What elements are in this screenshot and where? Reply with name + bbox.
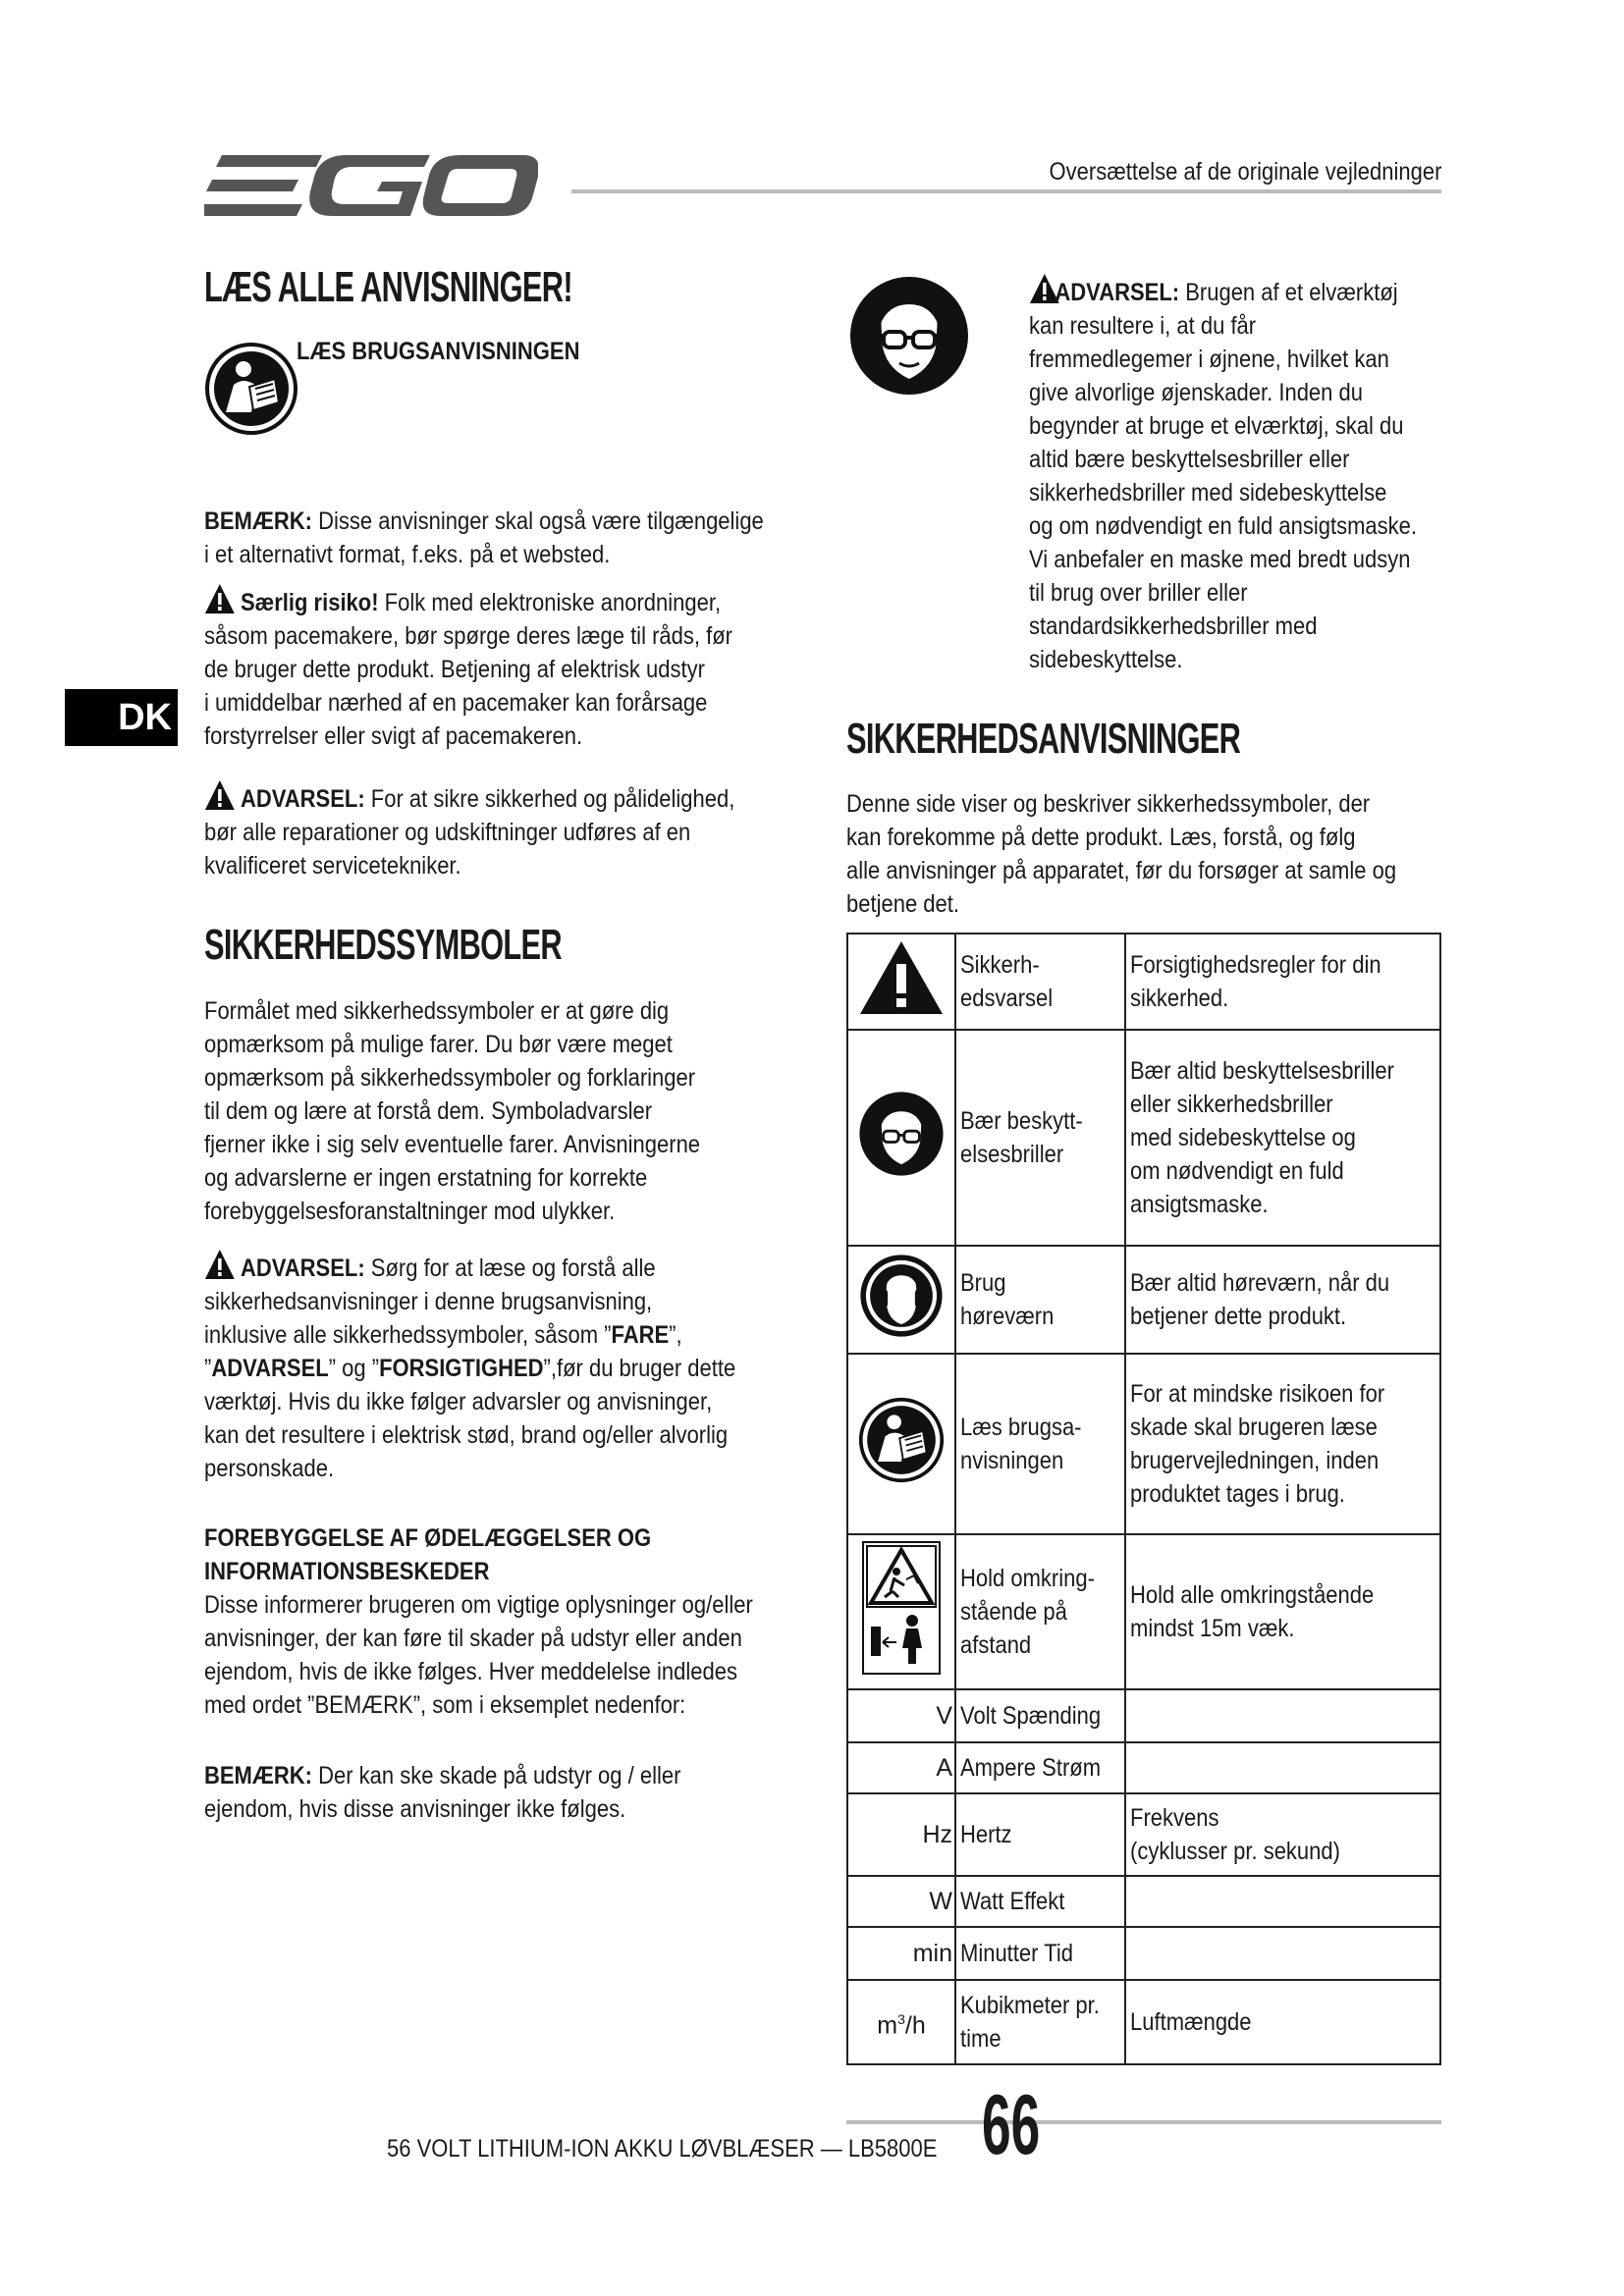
unit-row [847, 1689, 1440, 1742]
unit-row [847, 1980, 1440, 2064]
table-icon-cell [847, 1030, 955, 1246]
unit-row [847, 1876, 1440, 1927]
table-row [847, 1030, 1440, 1246]
table-name-cell: Bær beskytt- elsesbriller [955, 1030, 1125, 1246]
unit-row [847, 1927, 1440, 1980]
footer-rule [846, 2120, 1441, 2124]
page-title: LÆS ALLE ANVISNINGER! [204, 263, 572, 311]
unit-symbol-cell: W [847, 1876, 955, 1927]
unit-name-cell: Volt Spænding [955, 1689, 1125, 1742]
table-row [847, 1246, 1440, 1354]
unit-extra-cell: Frekvens (cyklusser pr. sekund) [1125, 1793, 1440, 1876]
unit-row [847, 1742, 1440, 1793]
unit-extra-cell [1125, 1689, 1440, 1742]
unit-extra-cell: Luftmængde [1125, 1980, 1440, 2064]
unit-symbol-cell: min [847, 1927, 955, 1980]
warning2-block: ADVARSEL: Sørg for at læse og forstå alle sikkerhedsanvisninger i denne brugsanvisning, inklusive alle sikkerhedssymboler, såsom ”FARE”, ”ADVARSEL” og ”FORSIGTIGHED”,før du bruger dette værktøj. Hvis du ikke følger advarsler og anvisninger, kan det resultere i elektrisk stød, brand og/eller alvorlig personskade. [204, 1249, 813, 1485]
read-manual-label: LÆS BRUGSANVISNINGEN [297, 338, 580, 366]
header-rule [571, 189, 1441, 193]
note1-block: BEMÆRK: Disse anvisninger skal også være tilgængelige i et alternativt format, f.eks. på et websted. [204, 507, 764, 568]
ear-protection-icon [859, 1254, 944, 1338]
table-icon-cell [847, 1246, 955, 1354]
unit-symbol-cell: V [847, 1689, 955, 1742]
safety-glasses-icon [858, 1091, 945, 1177]
table-desc-cell: Hold alle omkringstående mindst 15m væk. [1125, 1534, 1440, 1689]
language-tab: DK [65, 689, 178, 746]
warning-triangle-icon [858, 938, 945, 1017]
page-number: 66 [982, 2078, 1041, 2172]
table-desc-cell: For at mindske risikoen for skade skal brugeren læse brugervejledningen, inden produktet tages i brug. [1125, 1354, 1440, 1534]
symbols-heading: SIKKERHEDSSYMBOLER [204, 921, 562, 969]
table-name-cell: Læs brugsa- nvisningen [955, 1354, 1125, 1534]
unit-symbol-cell: $m^3/h$ [847, 1980, 955, 2064]
unit-name-cell: Ampere Strøm [955, 1742, 1125, 1793]
table-name-cell: Hold omkring- stående på afstand [955, 1534, 1125, 1689]
keep-bystanders-away-icon [861, 1540, 942, 1676]
symbols-intro: Formålet med sikkerhedssymboler er at gøre dig opmærksom på mulige farer. Du bør være meget opmærksom på sikkerhedssymboler og forklaringer til dem og lære at forstå dem. Symboladvarsler fjerner ikke i sig selv eventuelle farer. Anvisningerne og advarslerne er ingen erstatning for korrekte forebyggelsesforanstaltninger mod ulykker. [204, 997, 701, 1225]
unit-name-cell: Kubikmeter pr. time [955, 1980, 1125, 2064]
instructions-heading: SIKKERHEDSANVISNINGER [846, 715, 1241, 763]
read-manual-icon [204, 342, 298, 436]
unit-row [847, 1793, 1440, 1876]
unit-extra-cell [1125, 1927, 1440, 1980]
unit-symbol-cell: Hz [847, 1793, 955, 1876]
header-subtitle: Oversættelse af de originale vejledninger [1049, 158, 1441, 186]
unit-name-cell: Minutter Tid [955, 1927, 1125, 1980]
read-manual-icon [858, 1397, 945, 1483]
read-manual-block [204, 338, 624, 436]
risk-block: Særlig risiko! Folk med elektroniske anordninger, såsom pacemakere, bør spørge deres læge til råds, før de bruger dette produkt. Betjening af elektrisk udstyr i umiddelbar nærhed af en pacemaker kan forårsage forstyrrelser eller svigt af pacemakeren. [204, 583, 813, 753]
table-desc-cell: Bær altid beskyttelsesbriller eller sikkerhedsbriller med sidebeskyttelse og om nødvendigt en fuld ansigtsmaske. [1125, 1030, 1440, 1246]
eye-protection-icon [848, 275, 970, 397]
warning1-block: ADVARSEL: For at sikre sikkerhed og pålidelighed, bør alle reparationer og udskiftninger udføres af en kvalificeret servicetekniker. [204, 779, 813, 882]
unit-name-cell: Watt Effekt [955, 1876, 1125, 1927]
table-name-cell: Brug høreværn [955, 1246, 1125, 1354]
warning-triangle-icon [204, 779, 236, 811]
instructions-intro: Denne side viser og beskriver sikkerhedssymboler, der kan forekomme på dette produkt. Læs, forstå, og følg alle anvisninger på apparatet, før du forsøger at samle og betjene det. [846, 790, 1397, 918]
table-desc-cell: Forsigtighedsregler for din sikkerhed. [1125, 934, 1440, 1030]
warning-triangle-icon [204, 1249, 236, 1280]
warning-triangle-icon [204, 583, 236, 614]
note2-block: BEMÆRK: Der kan ske skade på udstyr og / eller ejendom, hvis disse anvisninger ikke følges. [204, 1762, 681, 1823]
table-row [847, 1534, 1440, 1689]
table-desc-cell: Bær altid høreværn, når du betjener dette produkt. [1125, 1246, 1440, 1354]
unit-extra-cell [1125, 1742, 1440, 1793]
table-row [847, 934, 1440, 1030]
table-icon-cell [847, 1534, 955, 1689]
safety-symbol-table [846, 933, 1441, 2065]
unit-extra-cell [1125, 1876, 1440, 1927]
footer-product: 56 VOLT LITHIUM-ION AKKU LØVBLÆSER — LB5800E [387, 2135, 938, 2163]
table-icon-cell [847, 1354, 955, 1534]
table-row [847, 1354, 1440, 1534]
unit-symbol-cell: A [847, 1742, 955, 1793]
table-icon-cell [847, 934, 955, 1030]
prevent-heading: FOREBYGGELSE AF ØDELÆGGELSER OG INFORMATIONSBESKEDER [204, 1524, 652, 1585]
table-name-cell: Sikkerh- edsvarsel [955, 934, 1125, 1030]
prevent-text: Disse informerer brugeren om vigtige oplysninger og/eller anvisninger, der kan føre til skader på udstyr eller anden ejendom, hvis de ikke følges. Hver meddelelse indledes med ordet ”BEMÆRK”, som i eksemplet nedenfor: [204, 1591, 753, 1719]
eye-warning-block: ADVARSEL: Brugen af et elværktøj kan resultere i, at du får fremmedlegemer i øjnene, hvilket kan give alvorlige øjenskader. Inden du begynder at bruge et elværktøj, skal du altid bære beskyttelsesbriller eller sikkerhedsbriller med sidebeskyttelse og om nødvendigt en fuld ansigtsmaske. Vi anbefaler en maske med bredt udsyn til brug over briller eller standardsikkerhedsbriller med sidebeskyttelse. [1029, 273, 1461, 676]
unit-name-cell: Hertz [955, 1793, 1125, 1876]
brand-logo [204, 147, 538, 226]
